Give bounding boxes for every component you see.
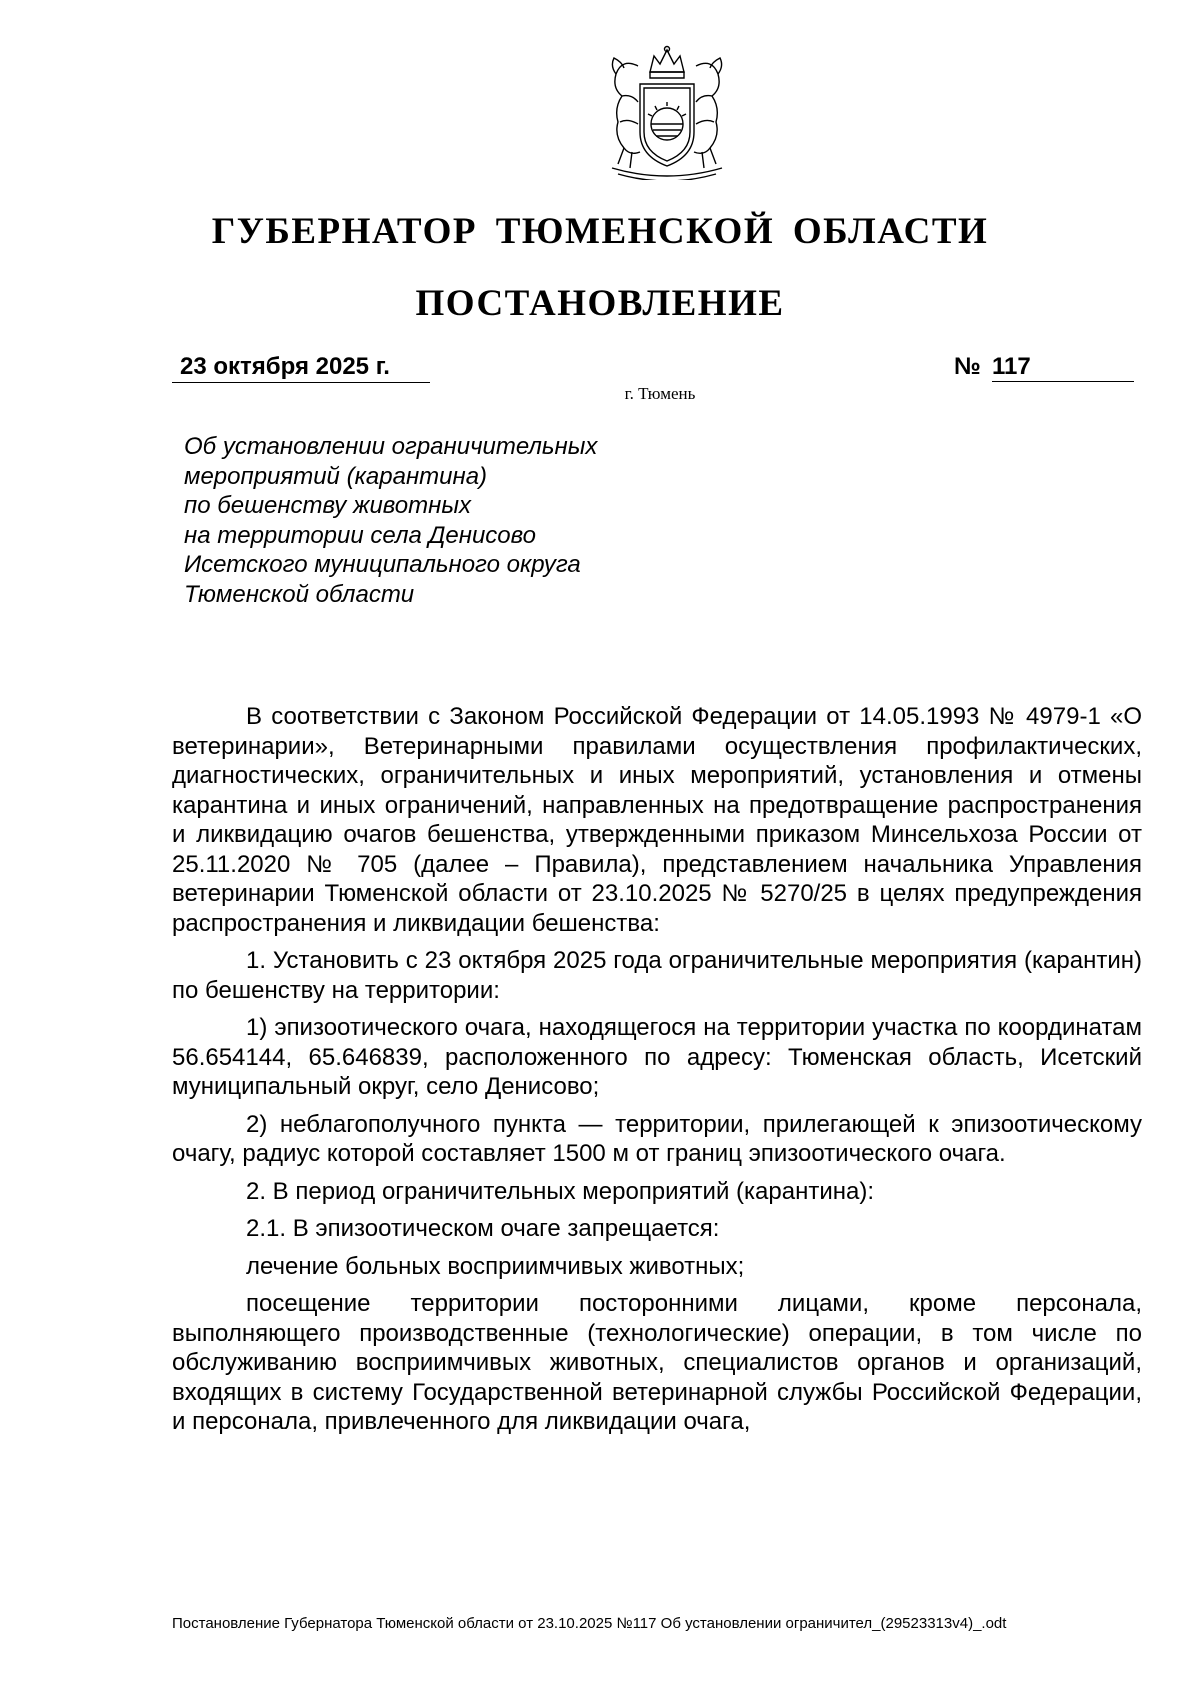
document-date: 23 октября 2025 г. <box>172 352 430 383</box>
subject-line: Об установлении ограничительных <box>184 433 598 460</box>
body-paragraph: 1) эпизоотического очага, находящегося на территории участка по координатам 56.654144, 65.646839, расположенного по адресу: Тюменская область, Исетский муниципальный округ, село Денисово; <box>172 1014 1142 1100</box>
body-paragraph: лечение больных восприимчивых животных; <box>246 1252 745 1280</box>
organization-title: ГУБЕРНАТОР ТЮМЕНСКОЙ ОБЛАСТИ <box>211 211 989 252</box>
coat-of-arms-icon <box>592 44 742 180</box>
body-paragraph: посещение территории посторонними лицами, кроме персонала, выполняющего производственные (технологические) операции, в том числе по обслуживанию восприимчивых животных, специалистов органов и организаций, входящих в систему Государственной ветеринарной службы Российской Федерации, и персонала, привлеченного для ликвидации очага, <box>172 1290 1142 1435</box>
subject-line: мероприятий (карантина) <box>184 462 488 490</box>
subject-line: по бешенству животных <box>184 492 472 519</box>
body-paragraph: 2. В период ограничительных мероприятий (карантина): <box>246 1177 875 1205</box>
document-type-title: ПОСТАНОВЛЕНИЕ <box>415 283 785 324</box>
body-paragraph: 2.1. В эпизоотическом очаге запрещается: <box>246 1215 720 1242</box>
body-paragraph: 1. Установить с 23 октября 2025 года ограничительные мероприятия (карантин) по бешенству на территории: <box>172 947 1142 1004</box>
page-footer: Постановление Губернатора Тюменской области от 23.10.2025 №117 Об установлении ограничител_(29523313v4)_.odt <box>172 1615 1007 1632</box>
body-paragraph: 2) неблагополучного пункта — территории, прилегающей к эпизоотическому очагу, радиус которой составляет 1500 м от границ эпизоотического очага. <box>172 1110 1142 1167</box>
document-city: г. Тюмень <box>624 384 696 403</box>
document-number: 117 <box>992 352 1134 382</box>
subject-line: Исетского муниципального округа <box>184 551 581 578</box>
subject-line: Тюменской области <box>184 580 415 608</box>
number-sign: № <box>954 353 981 380</box>
document-subject <box>184 432 704 609</box>
document-number-field <box>954 352 1134 382</box>
subject-line: на территории села Денисово <box>184 521 536 549</box>
document-body <box>172 702 1142 1445</box>
body-paragraph: В соответствии с Законом Российской Федерации от 14.05.1993 № 4979-1 «О ветеринарии», Ветеринарными правилами осуществления профилактических, диагностических, ограничительных и иных мероприятий, установления и отмены карантина и иных ограничений, направленных на предотвращение распространения и ликвидацию очагов бешенства, утвержденными приказом Минсельхоза России от 25.11.2020 № 705 (далее – Правила), представлением начальника Управления ветеринарии Тюменской области от 23.10.2025 № 5270/25 в целях предупреждения распространения и ликвидации бешенства: <box>172 703 1142 937</box>
